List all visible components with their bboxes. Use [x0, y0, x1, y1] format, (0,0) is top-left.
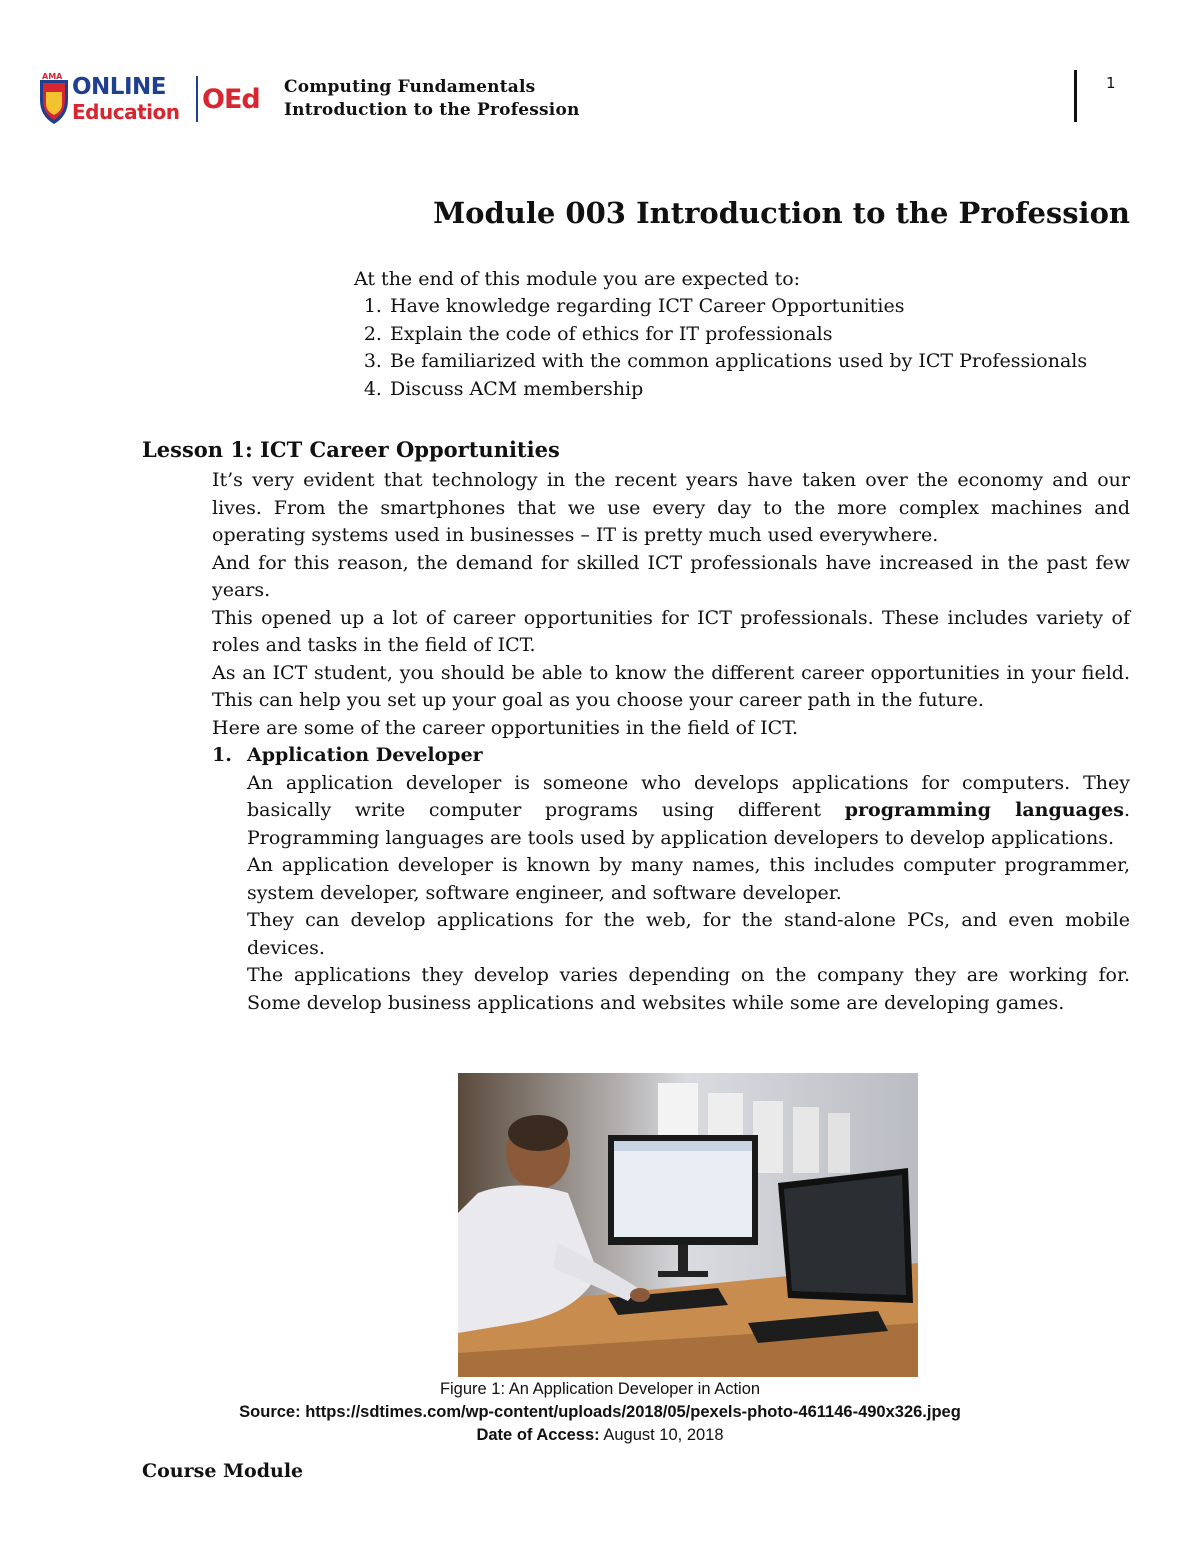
lesson-paragraph: It’s very evident that technology in the recent years have taken over the economy and our lives. From the smartphones that we use every day to the more complex machines and operating systems used in businesses – IT is pretty much used everywhere.	[212, 469, 1130, 546]
objectives-intro: At the end of this module you are expected to:	[354, 268, 801, 290]
lesson-body	[212, 467, 1130, 1017]
lesson-paragraph: This opened up a lot of career opportunities for ICT professionals. These includes variety of roles and tasks in the field of ICT.	[212, 606, 1130, 656]
header-divider	[1074, 70, 1077, 122]
career-paragraph: They can develop applications for the web, for the stand-alone PCs, and even mobile devices.	[247, 909, 1130, 959]
objective-item: 4. Discuss ACM membership	[388, 376, 1144, 403]
module-title: Module 003 Introduction to the Profession	[433, 196, 1130, 230]
svg-text:AMA: AMA	[42, 72, 63, 81]
page-header	[38, 70, 1162, 128]
header-course-name: Computing Fundamentals	[284, 77, 536, 97]
career-paragraph: An application developer is someone who develops applications for computers. They basically write computer programs using different programming languages. Programming languages are tools used by application developers to develop applications.	[247, 771, 1130, 849]
developer-photo	[458, 1073, 918, 1377]
online-education-logo	[38, 70, 278, 128]
course-module-footer: Course Module	[142, 1460, 304, 1482]
objectives-list	[354, 293, 1144, 403]
figure-caption: Figure 1: An Application Developer in Action	[439, 1380, 761, 1398]
objective-item: 1. Have knowledge regarding ICT Career Opportunities	[388, 293, 1144, 320]
objectives-section	[354, 266, 1144, 403]
career-item-body	[247, 770, 1130, 1018]
career-paragraph: The applications they develop varies depending on the company they are working for. Some develop business applications and websites while some are developing games.	[247, 964, 1130, 1014]
svg-text:ONLINE: ONLINE	[72, 74, 166, 100]
svg-text:Education: Education	[72, 100, 180, 124]
header-subtitle: Introduction to the Profession	[284, 100, 580, 120]
career-item-number: 1.	[212, 744, 232, 766]
objective-item: 3. Be familiarized with the common applications used by ICT Professionals	[388, 348, 1144, 375]
svg-text:OEd: OEd	[202, 84, 260, 115]
figure-access-date: Date of Access: August 10, 2018	[476, 1426, 724, 1444]
career-item-label: Application Developer	[247, 744, 483, 766]
page-number: 1	[1106, 74, 1116, 92]
lesson-paragraph: And for this reason, the demand for skilled ICT professionals have increased in the past few years.	[212, 551, 1130, 601]
career-paragraph: An application developer is known by many names, this includes computer programmer, system developer, software engineer, and software developer.	[247, 854, 1130, 904]
lesson-heading: Lesson 1: ICT Career Opportunities	[142, 437, 560, 462]
lesson-paragraph: Here are some of the career opportunities in the field of ICT.	[212, 716, 799, 739]
lesson-paragraph: As an ICT student, you should be able to know the different career opportunities in your field. This can help you set up your goal as you choose your career path in the future.	[212, 661, 1130, 711]
career-item-title	[212, 742, 1130, 770]
objective-item: 2. Explain the code of ethics for IT professionals	[388, 321, 1144, 348]
bold-term: programming languages	[844, 799, 1124, 821]
figure-source: Source: https://sdtimes.com/wp-content/uploads/2018/05/pexels-photo-461146-490x326.jpeg	[239, 1403, 961, 1421]
